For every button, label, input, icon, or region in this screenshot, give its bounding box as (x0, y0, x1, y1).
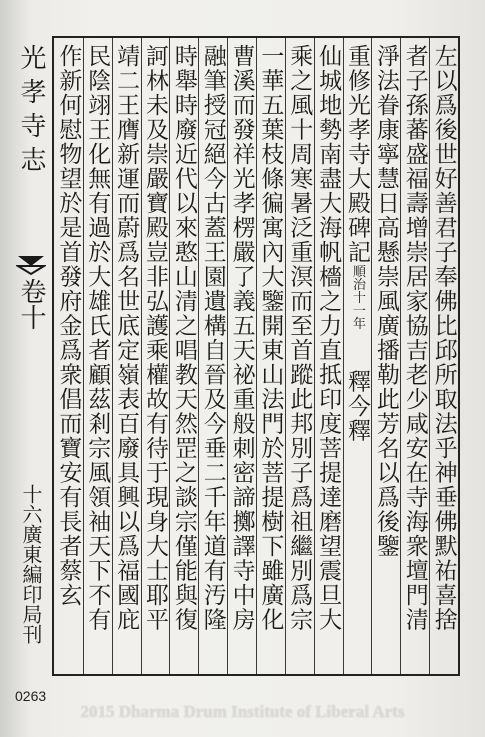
column-text: 淨法眷康寧慧日高懸崇風廣播勒此芳名以爲後鑒 (372, 44, 399, 559)
text-column (342, 44, 372, 668)
text-column (82, 44, 112, 668)
text-column (255, 44, 285, 668)
text-column (227, 44, 257, 668)
column-text: 仙城地勢南盡大海帆檣之力直抵印度菩提達磨望震旦大 (315, 44, 342, 632)
column-text: 靖二王膺新運而蔚爲名世底定嶺表百廢具興以爲福國庇 (113, 44, 140, 632)
page-label-number: 十六 (19, 484, 43, 524)
volume-label: 卷十 (16, 278, 46, 330)
page-label (14, 484, 48, 684)
text-column (111, 44, 141, 668)
column-text: 融筆授冠絕今古蓋王園遺構自晉及今垂二千年道有汚隆 (199, 44, 226, 632)
column-text: 訶林未及崇嚴寶殿豈非弘護乘權故有待于現身大士耶平 (142, 44, 168, 632)
text-column (371, 44, 401, 668)
text-column (313, 44, 343, 668)
column-subnote: 順治十一年 (350, 264, 365, 330)
page-number: 0263 (15, 688, 47, 704)
book-title: 光孝寺志 (16, 44, 46, 180)
text-column (198, 44, 228, 668)
fishtail-mark-icon (16, 254, 46, 276)
column-text: 時舉時廢近代以來憨山清之唱教天然罡之談宗僅能與復 (170, 44, 197, 632)
column-text: 重修光孝寺大殿碑記 (344, 44, 370, 265)
text-column (169, 44, 199, 668)
text-column (284, 44, 314, 668)
text-column (429, 44, 459, 668)
column-text: 民陰翊王化無有過於大雄氏者顧茲剎宗風領袖天下不有 (84, 44, 111, 632)
column-text: 一華五葉枝條徧寓內大鑒開東山法門於菩提樹下雖廣化 (257, 44, 284, 632)
text-column (53, 44, 83, 668)
column-text: 曹溪而發祥光孝楞嚴了義五天祕重般刺密諦擲譯寺中房 (228, 44, 255, 632)
text-column (400, 44, 430, 668)
column-text: 者子孫蕃盛福壽增崇居家協吉老少咸安在寺海衆壇門清 (401, 44, 428, 632)
publisher-label: 廣東編印局刊 (19, 524, 43, 644)
text-column (140, 44, 170, 668)
column-text: 左以爲後世好善君子奉佛比邱所取法乎神垂佛默祐喜捨 (430, 44, 457, 632)
column-author: 釋今釋 (344, 369, 370, 443)
watermark: 2015 Dharma Drum Institute of Liberal Arts (80, 702, 405, 721)
margin-column (14, 44, 48, 684)
column-text: 作新何慰物望於是首發府金爲衆倡而寶安有長者蔡玄 (55, 44, 82, 608)
column-text: 乘之風十周寒暑泛重溟而至首蹤此邦別子爲祖繼別爲宗 (286, 44, 313, 632)
